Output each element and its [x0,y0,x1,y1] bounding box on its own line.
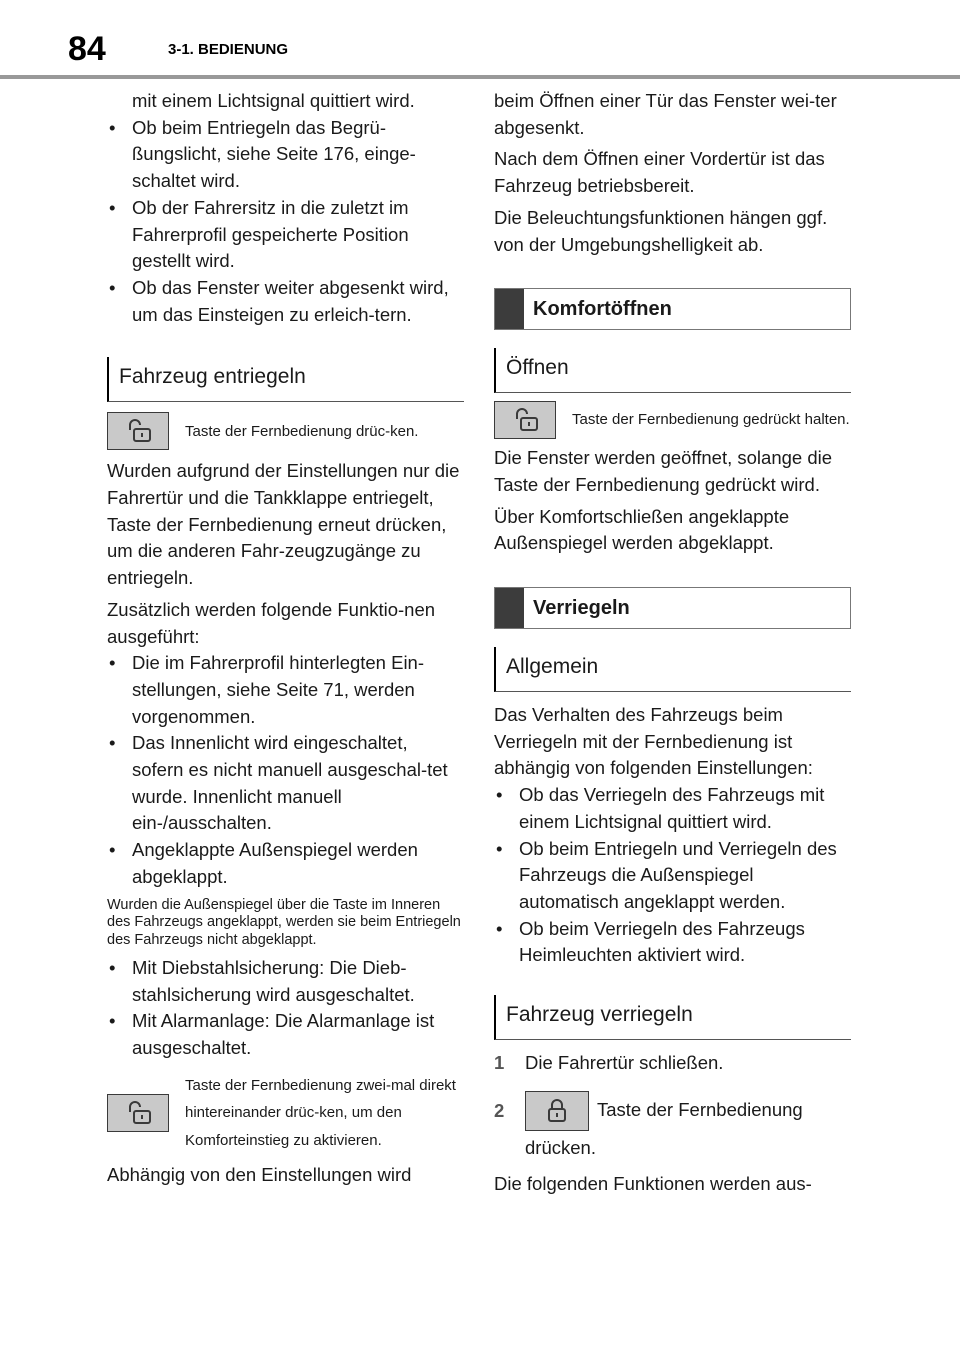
list-item: • Ob beim Entriegeln das Begrü-ßungslicht, siehe Seite 176, einge-schaltet wird. [107,115,464,195]
key-instruction-text: Taste der Fernbedienung drüc-ken. [185,422,419,440]
step-2 [494,1091,851,1131]
step-text: Die Fahrertür schließen. [525,1052,724,1074]
key-instruction-open [494,401,851,439]
unlock-key-icon [494,401,556,439]
paragraph: Die Beleuchtungsfunktionen hängen ggf. von der Umgebungshelligkeit ab. [494,206,828,255]
list-item: • Mit Diebstahlsicherung: Die Dieb-stahlsicherung wird ausgeschaltet. [107,955,464,1008]
heading-general [494,647,851,692]
section-heading-lock [494,587,851,629]
list-item: • Ob beim Verriegeln des Fahrzeugs Heimleuchten aktiviert wird. [494,916,851,969]
heading-lock-vehicle [494,995,851,1040]
right-column [494,88,851,1198]
heading-text: Fahrzeug verriegeln [506,1003,693,1027]
step-number: 1 [494,1052,505,1074]
paragraph: Über Komfortschließen angeklappte Außenspiegel werden abgeklappt. [494,505,790,554]
key-instruction-text: Taste der Fernbedienung gedrückt halten. [572,411,850,429]
paragraph: Nach dem Öffnen einer Vordertür ist das Fahrzeug betriebsbereit. [494,148,825,197]
heading-open [494,348,851,393]
list-item: • Ob das Fenster weiter abgesenkt wird, um das Einsteigen zu erleich-tern. [107,275,464,328]
paragraph: Die Fenster werden geöffnet, solange die Taste der Fernbedienung gedrückt wird. [494,447,833,495]
heading-text: Allgemein [506,655,599,679]
section-label: Komfortöffnen [533,297,672,320]
list-item: • Ob beim Entriegeln und Verriegeln des Fahrzeugs die Außenspiegel automatisch angeklappt werden. [494,836,851,916]
section-marker [495,289,524,329]
list-item: • Angeklappte Außenspiegel werden abgeklappt. [107,837,464,890]
security-bullet-list [107,955,464,1062]
paragraph: Zusätzlich werden folgende Funktio-nen ausgeführt: [107,598,436,647]
paragraph: Wurden aufgrund der Einstellungen nur die Fahrertür und die Tankklappe entriegelt, Taste der Fernbedienung erneut drücken, um die anderen Fahr-zeugzugänge zu entriegeln. [107,460,460,589]
unlock-key-icon [107,1094,169,1132]
paragraph: Die folgenden Funktionen werden aus- [494,1173,812,1195]
unlock-key-icon [107,412,169,450]
key-instruction-comfort-entry [107,1072,464,1155]
list-item: • Ob der Fahrersitz in die zuletzt im Fahrerprofil gespeicherte Position gestellt wird. [107,195,464,275]
section-heading-comfort-open [494,288,851,330]
list-item: • Das Innenlicht wird eingeschaltet, sofern es nicht manuell ausgeschal-tet wurde. Innenlicht manuell ein-/ausschalten. [107,730,464,837]
step-text: Taste der Fernbedienung [597,1099,803,1121]
page-number: 84 [68,30,106,68]
left-column [107,88,464,1189]
paragraph: Das Verhalten des Fahrzeugs beim Verriegeln mit der Fernbedienung ist abhängig von folgenden Einstellungen: [494,704,813,779]
lock-key-icon [525,1091,589,1131]
step-continuation: drücken. [525,1136,596,1158]
intro-continuation: mit einem Lichtsignal quittiert wird. [132,90,415,111]
functions-bullet-list [107,650,464,890]
paragraph: beim Öffnen einer Tür das Fenster wei-ter abgesenkt. [494,90,837,138]
note-text: Wurden die Außenspiegel über die Taste im Inneren des Fahrzeugs angeklappt, werden sie beim Entriegeln des Fahrzeugs nicht abgeklappt. [107,896,461,948]
key-instruction-unlock [107,412,464,450]
step-1 [494,1050,851,1077]
section-marker [495,588,524,628]
heading-text: Öffnen [506,356,569,380]
key-instruction-text: Taste der Fernbedienung zwei-mal direkt hintereinander drüc-ken, um den Komforteinstieg zu aktivieren. [185,1076,456,1149]
step-number: 2 [494,1099,505,1121]
chapter-title: 3-1. BEDIENUNG [168,41,289,58]
heading-text: Fahrzeug entriegeln [119,365,306,389]
intro-bullet-list [107,115,464,329]
list-item: • Ob das Verriegeln des Fahrzeugs mit einem Lichtsignal quittiert wird. [494,782,851,835]
settings-bullet-list [494,782,851,969]
section-label: Verriegeln [533,596,630,619]
header-rule [0,75,960,79]
list-item: • Die im Fahrerprofil hinterlegten Ein-stellungen, siehe Seite 71, werden vorgenommen. [107,650,464,730]
list-item: • Mit Alarmanlage: Die Alarmanlage ist ausgeschaltet. [107,1008,464,1061]
heading-unlock-vehicle [107,357,464,402]
page-header [0,0,960,80]
paragraph: Abhängig von den Einstellungen wird [107,1164,412,1186]
